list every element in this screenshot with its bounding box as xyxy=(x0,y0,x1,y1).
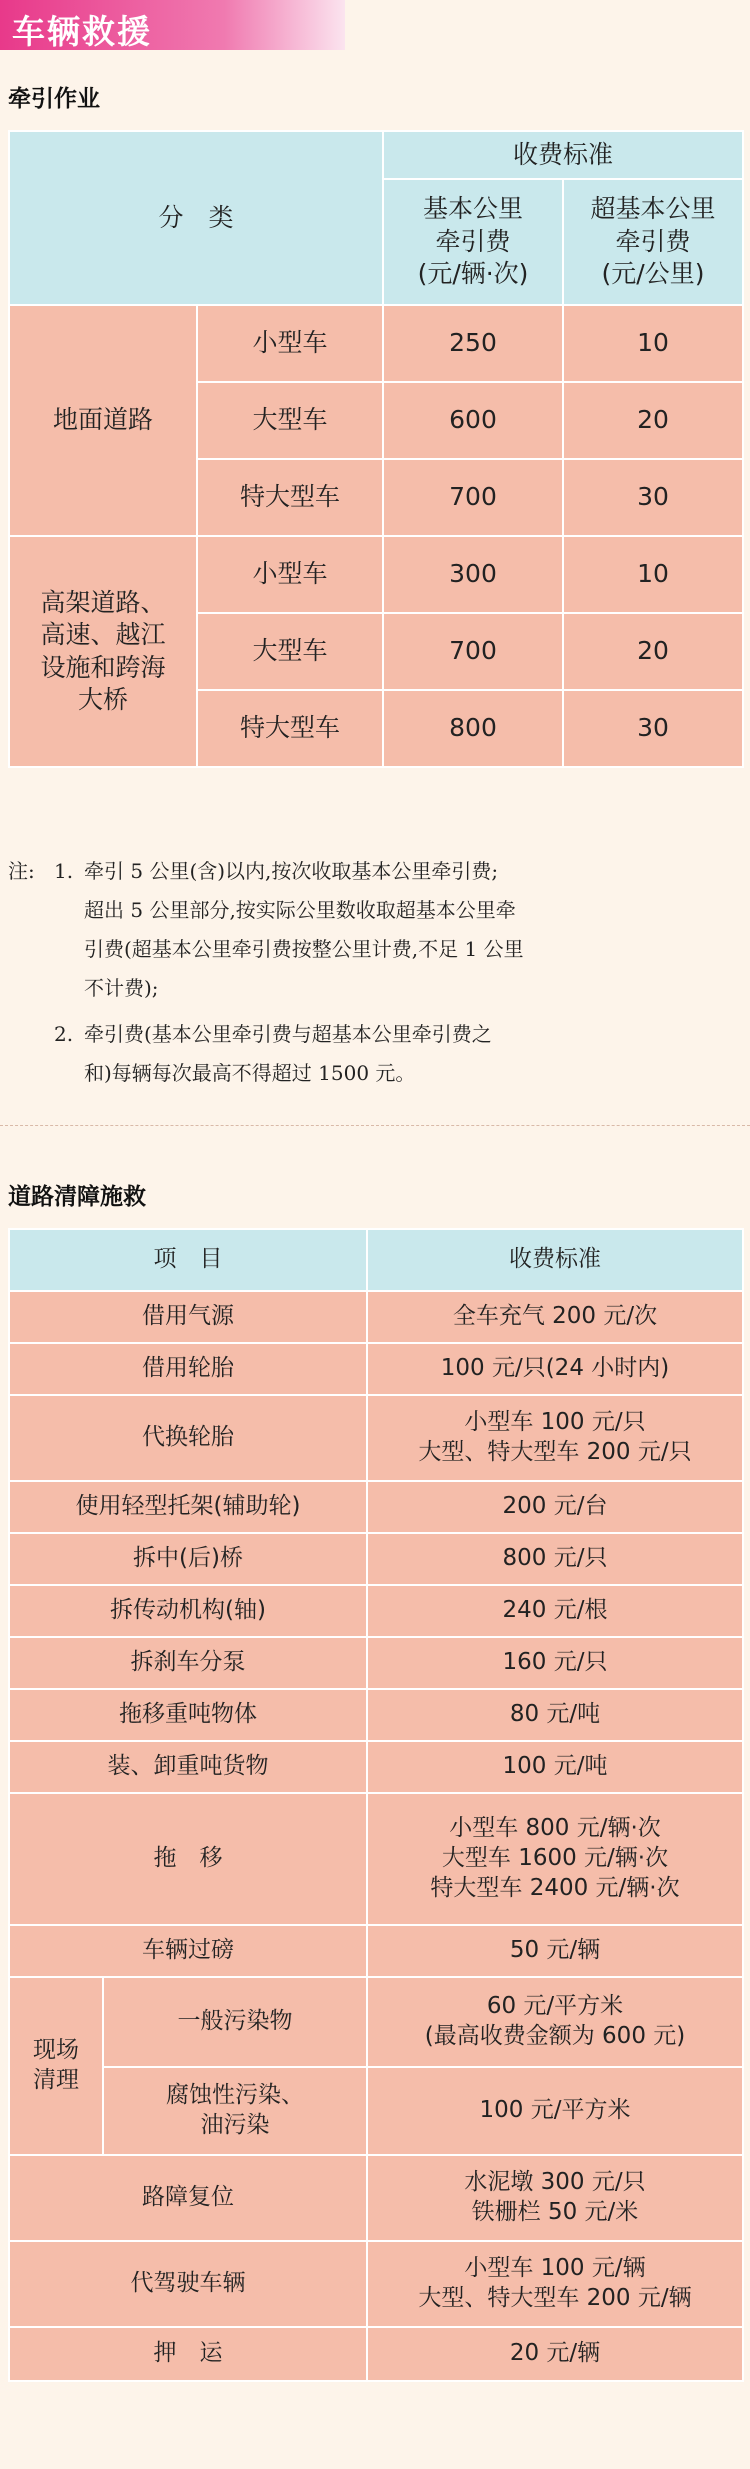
service-item: 代换轮胎 xyxy=(9,1395,367,1481)
note-number: 1. xyxy=(54,859,74,883)
service-fee: 小型车 100 元/辆 大型、特大型车 200 元/辆 xyxy=(367,2241,743,2327)
cleanup-label: 现场 清理 xyxy=(9,1977,103,2155)
note-line: 和)每辆每次最高不得超过 1500 元。 xyxy=(84,1061,416,1085)
notes-label: 注: xyxy=(8,859,35,883)
section-title-towing: 牵引作业 xyxy=(8,86,100,112)
basic-fee: 700 xyxy=(383,613,563,690)
service-fee: 20 元/辆 xyxy=(367,2327,743,2381)
extra-fee: 10 xyxy=(563,536,743,613)
header-category: 分 类 xyxy=(9,131,383,305)
vehicle-type: 特大型车 xyxy=(197,459,383,536)
service-fee: 小型车 100 元/只 大型、特大型车 200 元/只 xyxy=(367,1395,743,1481)
service-item: 车辆过磅 xyxy=(9,1925,367,1977)
service-item: 拖 移 xyxy=(9,1793,367,1925)
basic-fee: 250 xyxy=(383,305,563,382)
extra-fee: 30 xyxy=(563,690,743,767)
vehicle-type: 特大型车 xyxy=(197,690,383,767)
service-fee: 100 元/吨 xyxy=(367,1741,743,1793)
service-fee: 800 元/只 xyxy=(367,1533,743,1585)
service-item: 借用轮胎 xyxy=(9,1343,367,1395)
header-fee-standard: 收费标准 xyxy=(383,131,743,179)
service-item: 拆刹车分泵 xyxy=(9,1637,367,1689)
basic-fee: 300 xyxy=(383,536,563,613)
service-item: 路障复位 xyxy=(9,2155,367,2241)
extra-fee: 10 xyxy=(563,305,743,382)
basic-fee: 800 xyxy=(383,690,563,767)
header-fee: 收费标准 xyxy=(367,1229,743,1291)
service-item: 一般污染物 xyxy=(103,1977,367,2067)
service-fee: 160 元/只 xyxy=(367,1637,743,1689)
service-item: 拖移重吨物体 xyxy=(9,1689,367,1741)
section-title-road-rescue: 道路清障施救 xyxy=(8,1184,146,1210)
vehicle-type: 大型车 xyxy=(197,382,383,459)
service-item: 拆中(后)桥 xyxy=(9,1533,367,1585)
service-item: 押 运 xyxy=(9,2327,367,2381)
extra-fee: 20 xyxy=(563,382,743,459)
note-line: 牵引费(基本公里牵引费与超基本公里牵引费之 xyxy=(84,1022,492,1046)
service-fee: 240 元/根 xyxy=(367,1585,743,1637)
vehicle-type: 小型车 xyxy=(197,305,383,382)
service-fee: 100 元/平方米 xyxy=(367,2067,743,2155)
towing-fee-table xyxy=(8,130,744,768)
service-fee: 60 元/平方米 (最高收费金额为 600 元) xyxy=(367,1977,743,2067)
service-item: 使用轻型托架(辅助轮) xyxy=(9,1481,367,1533)
extra-fee: 20 xyxy=(563,613,743,690)
service-fee: 100 元/只(24 小时内) xyxy=(367,1343,743,1395)
service-fee: 200 元/台 xyxy=(367,1481,743,1533)
banner-title: 车辆救援 xyxy=(12,12,152,51)
note-line: 不计费); xyxy=(84,976,159,1000)
service-item: 借用气源 xyxy=(9,1291,367,1343)
service-fee: 80 元/吨 xyxy=(367,1689,743,1741)
group-name: 高架道路、 高速、越江 设施和跨海 大桥 xyxy=(9,536,197,767)
service-item: 腐蚀性污染、 油污染 xyxy=(103,2067,367,2155)
header-basic-fee: 基本公里 牵引费 (元/辆·次) xyxy=(383,179,563,305)
service-item: 代驾驶车辆 xyxy=(9,2241,367,2327)
header-item: 项 目 xyxy=(9,1229,367,1291)
group-name: 地面道路 xyxy=(9,305,197,536)
divider xyxy=(0,1125,750,1126)
note-number: 2. xyxy=(54,1022,74,1046)
service-item: 装、卸重吨货物 xyxy=(9,1741,367,1793)
service-item: 拆传动机构(轴) xyxy=(9,1585,367,1637)
road-rescue-fee-table xyxy=(8,1228,744,2382)
basic-fee: 700 xyxy=(383,459,563,536)
note-line: 牵引 5 公里(含)以内,按次收取基本公里牵引费; xyxy=(84,859,499,883)
service-fee: 全车充气 200 元/次 xyxy=(367,1291,743,1343)
vehicle-type: 小型车 xyxy=(197,536,383,613)
note-line: 引费(超基本公里牵引费按整公里计费,不足 1 公里 xyxy=(84,937,524,961)
note-line: 超出 5 公里部分,按实际公里数收取超基本公里牵 xyxy=(84,898,516,922)
extra-fee: 30 xyxy=(563,459,743,536)
service-fee: 水泥墩 300 元/只 铁栅栏 50 元/米 xyxy=(367,2155,743,2241)
banner xyxy=(0,0,345,50)
service-fee: 50 元/辆 xyxy=(367,1925,743,1977)
header-extra-fee: 超基本公里 牵引费 (元/公里) xyxy=(563,179,743,305)
service-fee: 小型车 800 元/辆·次 大型车 1600 元/辆·次 特大型车 2400 元/辆·次 xyxy=(367,1793,743,1925)
basic-fee: 600 xyxy=(383,382,563,459)
vehicle-type: 大型车 xyxy=(197,613,383,690)
